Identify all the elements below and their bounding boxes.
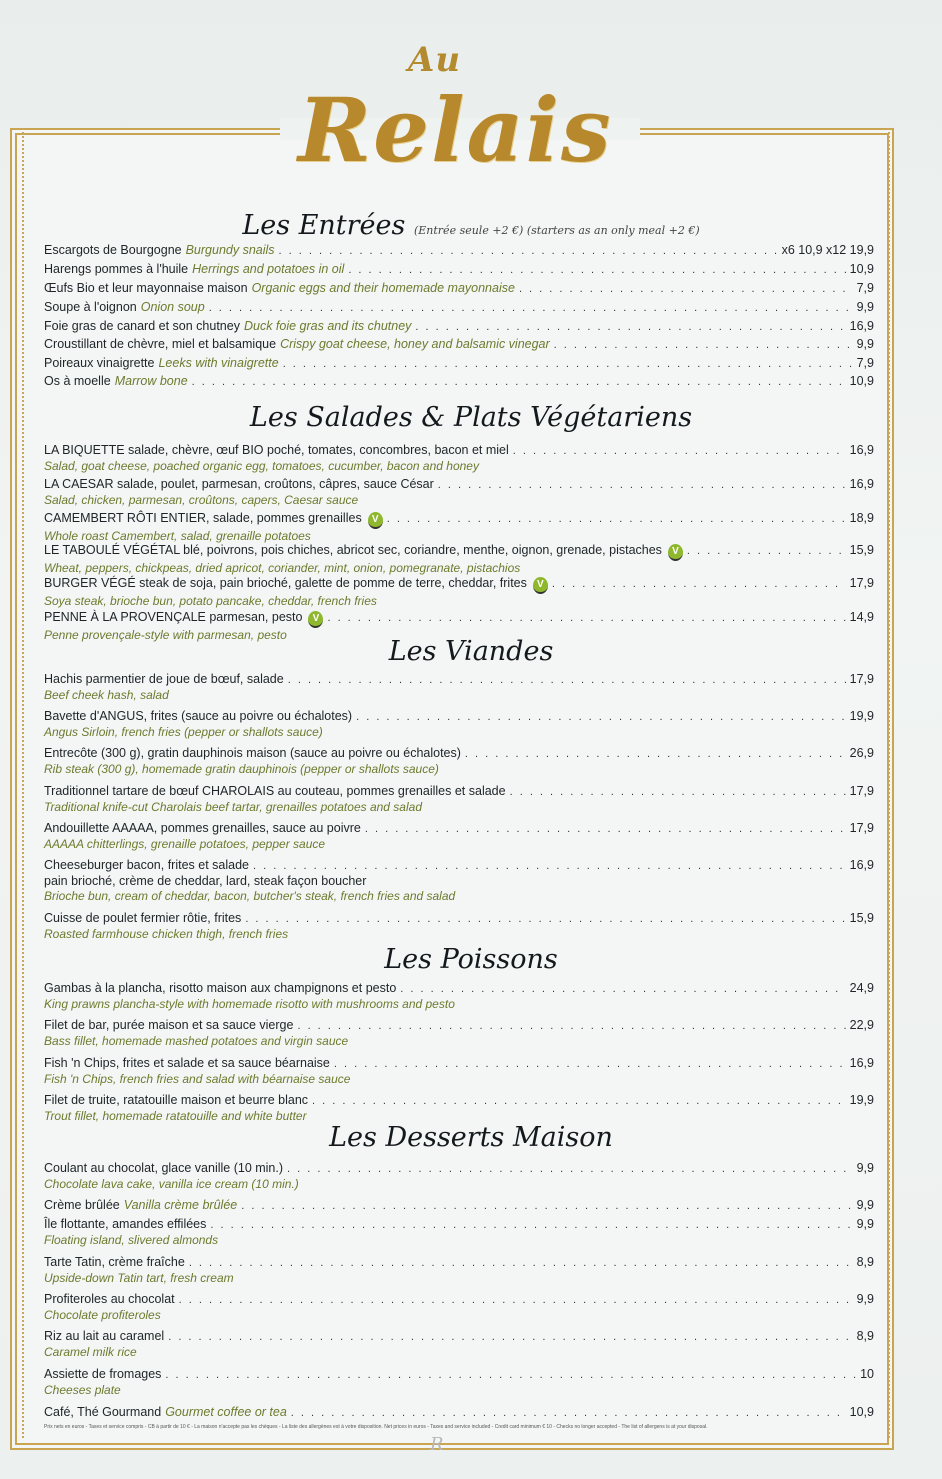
leader-dots: [387, 512, 846, 527]
menu-item: [44, 981, 874, 1011]
section-title-poissons: [0, 944, 942, 975]
menu-item-line: [44, 262, 874, 278]
menu-item-name: Café, Thé Gourmand: [44, 1405, 162, 1419]
menu-item-name: Os à moelle: [44, 374, 111, 388]
menu-item-price: 16,9: [849, 443, 874, 457]
menu-item-english: Penne provençale-style with parmesan, pesto: [44, 628, 287, 642]
menu-item-line: [44, 784, 874, 800]
menu-item-name: Escargots de Bourgogne: [44, 243, 182, 257]
menu-item: [44, 1161, 874, 1191]
leader-dots: [554, 338, 853, 353]
menu-item-price: 9,9: [856, 337, 874, 351]
menu-item-name: LE TABOULÉ VÉGÉTAL blé, poivrons, pois chiches, abricot sec, coriandre, menthe, oignon, grenade, pistaches: [44, 543, 662, 557]
menu-item-english: Whole roast Camembert, salad, grenaille potatoes: [44, 529, 311, 543]
leader-dots: [279, 244, 778, 259]
menu-item-line: [44, 1198, 874, 1214]
menu-item-name: PENNE À LA PROVENÇALE parmesan, pesto: [44, 610, 303, 624]
menu-item-name: Riz au lait au caramel: [44, 1329, 165, 1343]
menu-item: [44, 911, 874, 941]
menu-item-price: 24,9: [849, 981, 874, 995]
menu-item-price: 10,9: [849, 374, 874, 388]
menu-item-name: Tarte Tatin, crème fraîche: [44, 1255, 185, 1269]
menu-item-english: Cheeses plate: [44, 1383, 121, 1397]
menu-item-name: LA CAESAR salade, poulet, parmesan, croûtons, câpres, sauce César: [44, 477, 434, 491]
menu-item-english: AAAAA chitterlings, grenaille potatoes, pepper sauce: [44, 837, 326, 851]
menu-item-name: Hachis parmentier de joue de bœuf, salade: [44, 672, 284, 686]
menu-item-line: [44, 709, 874, 725]
vegetarian-icon: V: [308, 611, 323, 628]
menu-item-line: [44, 1405, 874, 1421]
menu-item-english: Bass fillet, homemade mashed potatoes and virgin sauce: [44, 1034, 349, 1048]
menu-item: [44, 243, 874, 259]
menu-item-line: [44, 911, 874, 927]
leader-dots: [687, 544, 846, 559]
menu-item-english: Marrow bone: [114, 374, 188, 388]
menu-item-price: 10,9: [849, 262, 874, 276]
menu-item: [44, 1198, 874, 1214]
menu-item-english: Soya steak, brioche bun, potato pancake, cheddar, french fries: [44, 594, 377, 608]
menu-item-line: [44, 1056, 874, 1072]
menu-item: [44, 576, 874, 608]
menu-item-name: CAMEMBERT RÔTI ENTIER, salade, pommes grenailles: [44, 511, 362, 525]
section-title-entrees: [0, 210, 942, 241]
leader-dots: [241, 1199, 852, 1214]
menu-item: [44, 784, 874, 814]
menu-item-name: Cheeseburger bacon, frites et salade: [44, 858, 249, 872]
section-title-desserts: [0, 1122, 942, 1153]
menu-item-price: x6 10,9 x12 19,9: [781, 243, 874, 257]
leader-dots: [312, 1094, 846, 1109]
section-heading: Les Viandes: [388, 636, 554, 667]
menu-item: [44, 746, 874, 776]
leader-dots: [245, 912, 845, 927]
menu-item-price: 19,9: [849, 709, 874, 723]
menu-item-name: Foie gras de canard et son chutney: [44, 319, 240, 333]
menu-item: [44, 858, 874, 903]
vegetarian-icon: V: [668, 544, 683, 561]
leader-dots: [209, 301, 853, 316]
menu-item-english: Brioche bun, cream of cheddar, bacon, butcher's steak, french fries and salad: [44, 889, 456, 903]
menu-item-name: Assiette de fromages: [44, 1367, 162, 1381]
menu-item-line: [44, 300, 874, 316]
menu-item-english: Trout fillet, homemade ratatouille and white butter: [44, 1109, 307, 1123]
menu-item-line: [44, 1367, 874, 1383]
menu-item-name: Crème brûlée: [44, 1198, 120, 1212]
menu-item-line: [44, 576, 874, 594]
menu-item-name: Coulant au chocolat, glace vanille (10 min.): [44, 1161, 284, 1175]
menu-item-name: Profiteroles au chocolat: [44, 1292, 175, 1306]
leader-dots: [415, 320, 845, 335]
menu-item-line: [44, 1018, 874, 1034]
leader-dots: [192, 375, 846, 390]
leader-dots: [297, 1019, 845, 1034]
title-au: Au: [408, 40, 462, 80]
menu-item-price: 16,9: [849, 477, 874, 491]
menu-item-line: [44, 1255, 874, 1271]
menu-item: [44, 443, 874, 473]
menu-item: [44, 1255, 874, 1285]
section-title-salades: [0, 402, 942, 433]
menu-item-name: Gambas à la plancha, risotto maison aux champignons et pesto: [44, 981, 397, 995]
menu-item-price: 18,9: [849, 511, 874, 525]
menu-item-line: [44, 511, 874, 529]
menu-item-english: Leeks with vinaigrette: [158, 356, 279, 370]
menu-item-price: 17,9: [849, 672, 874, 686]
leader-dots: [552, 577, 846, 592]
section-heading: Les Desserts Maison: [329, 1122, 613, 1153]
menu-item-line: [44, 610, 874, 628]
vegetarian-icon: V: [533, 577, 548, 594]
menu-item-english: Rib steak (300 g), homemade gratin dauphinois (pepper or shallots sauce): [44, 762, 439, 776]
menu-item-line: [44, 243, 874, 259]
leader-dots: [189, 1256, 853, 1271]
menu-item: [44, 511, 874, 543]
menu-item-english: Gourmet coffee or tea: [165, 1405, 287, 1419]
menu-item-price: 8,9: [856, 1329, 874, 1343]
menu-item: [44, 709, 874, 739]
menu-item-name: Œufs Bio et leur mayonnaise maison: [44, 281, 248, 295]
menu-item-line: [44, 356, 874, 372]
menu-item-price: 15,9: [849, 543, 874, 557]
menu-item-name: Harengs pommes à l'huile: [44, 262, 189, 276]
menu-item-line: [44, 1161, 874, 1177]
menu-item-price: 17,9: [849, 784, 874, 798]
menu-item-price: 16,9: [849, 319, 874, 333]
menu-item-price: 17,9: [849, 576, 874, 590]
menu-item-line: [44, 1292, 874, 1308]
menu-item-name: Bavette d'ANGUS, frites (sauce au poivre ou échalotes): [44, 709, 353, 723]
menu-item-name: Croustillant de chèvre, miel et balsamique: [44, 337, 277, 351]
menu-item-line: [44, 374, 874, 390]
menu-item: [44, 1329, 874, 1359]
menu-item-line: [44, 337, 874, 353]
leader-dots: [291, 1406, 846, 1421]
leader-dots: [365, 822, 846, 837]
menu-item: [44, 543, 874, 575]
section-heading: Les Poissons: [384, 944, 558, 975]
leader-dots: [465, 747, 846, 762]
menu-item: [44, 1367, 874, 1397]
menu-item-english: Crispy goat cheese, honey and balsamic vinegar: [280, 337, 550, 351]
menu-item-english: Herrings and potatoes in oil: [192, 262, 345, 276]
menu-item-name: Poireaux vinaigrette: [44, 356, 155, 370]
menu-item: [44, 1018, 874, 1048]
menu-item-price: 17,9: [849, 821, 874, 835]
menu-item-price: 9,9: [856, 1217, 874, 1231]
leader-dots: [210, 1218, 852, 1233]
menu-item: [44, 262, 874, 278]
menu-item-price: 26,9: [849, 746, 874, 760]
menu-item: [44, 672, 874, 702]
menu-item: [44, 300, 874, 316]
leader-dots: [519, 282, 853, 297]
menu-item-name: Soupe à l'oignon: [44, 300, 137, 314]
leader-dots: [510, 785, 846, 800]
menu-item-english: Salad, chicken, parmesan, croûtons, capers, Caesar sauce: [44, 493, 359, 507]
menu-item-english: Organic eggs and their homemade mayonnaise: [251, 281, 515, 295]
leader-dots: [334, 1057, 846, 1072]
menu-item-english: Angus Sirloin, french fries (pepper or shallots sauce): [44, 725, 323, 739]
footer-logo-mark: R: [430, 1434, 444, 1455]
menu-item-line: [44, 281, 874, 297]
menu-item-line: [44, 1093, 874, 1109]
menu-item-english: King prawns plancha-style with homemade risotto with mushrooms and pesto: [44, 997, 455, 1011]
leader-dots: [288, 673, 846, 688]
menu-item-price: 7,9: [856, 281, 874, 295]
section-note: (Entrée seule +2 €) (starters as an only meal +2 €): [413, 224, 700, 237]
menu-item: [44, 1292, 874, 1322]
menu-item-english: Upside-down Tatin tart, fresh cream: [44, 1271, 234, 1285]
menu-item-english: Fish 'n Chips, french fries and salad with béarnaise sauce: [44, 1072, 351, 1086]
menu-item-line: [44, 672, 874, 688]
menu-item-english: Wheat, peppers, chickpeas, dried apricot, coriander, mint, onion, pomegranate, pistachios: [44, 561, 521, 575]
leader-dots: [513, 444, 846, 459]
menu-item-description: pain brioché, crème de cheddar, lard, steak façon boucher: [44, 874, 367, 888]
menu-item-name: Cuisse de poulet fermier rôtie, frites: [44, 911, 242, 925]
section-heading: Les Entrées: [242, 210, 406, 241]
menu-item-price: 16,9: [849, 1056, 874, 1070]
menu-item-line: [44, 746, 874, 762]
menu-item: [44, 1056, 874, 1086]
menu-item-price: 7,9: [856, 356, 874, 370]
menu-item-name: Entrecôte (300 g), gratin dauphinois maison (sauce au poivre ou échalotes): [44, 746, 461, 760]
menu-item-price: 9,9: [856, 1161, 874, 1175]
leader-dots: [327, 611, 845, 626]
menu-item-price: 8,9: [856, 1255, 874, 1269]
menu-item-price: 14,9: [849, 610, 874, 624]
section-heading: Les Salades & Plats Végétariens: [249, 402, 693, 433]
menu-item: [44, 337, 874, 353]
menu-item-name: Andouillette AAAAA, pommes grenailles, sauce au poivre: [44, 821, 361, 835]
menu-item: [44, 821, 874, 851]
menu-item-price: 10: [860, 1367, 874, 1381]
menu-item-english: Vanilla crème brûlée: [123, 1198, 238, 1212]
menu-item-line: [44, 1217, 874, 1233]
menu-item: [44, 1405, 874, 1421]
menu-item-price: 10,9: [849, 1405, 874, 1419]
menu-item-name: LA BIQUETTE salade, chèvre, œuf BIO poché, tomates, concombres, bacon et miel: [44, 443, 509, 457]
menu-item-english: Caramel milk rice: [44, 1345, 137, 1359]
menu-item-line: [44, 543, 874, 561]
menu-item-english: Beef cheek hash, salad: [44, 688, 169, 702]
menu-item-price: 19,9: [849, 1093, 874, 1107]
menu-item-line: [44, 858, 874, 874]
menu-item-english: Floating island, slivered almonds: [44, 1233, 219, 1247]
leader-dots: [165, 1368, 856, 1383]
menu-item-name: Île flottante, amandes effilées: [44, 1217, 207, 1231]
footer-fine-print: Prix nets en euros - Taxes et service compris - CB à partir de 10 € - La maison n'accepte pas les chèques - La liste des allergènes est à votre disposition. Net prices in euros - Taxes and service included - Credit card minimum € 10 - Checks no longer accepted - The list of allergens is at your disposal.: [44, 1424, 708, 1430]
menu-item-price: 9,9: [856, 300, 874, 314]
title-relais: Relais: [298, 78, 613, 182]
menu-item-price: 15,9: [849, 911, 874, 925]
menu-item-english: Salad, goat cheese, poached organic egg, tomatoes, cucumber, bacon and honey: [44, 459, 479, 473]
menu-item-price: 22,9: [849, 1018, 874, 1032]
menu-item-line: [44, 1329, 874, 1345]
menu-item-name: BURGER VÉGÉ steak de soja, pain brioché, galette de pomme de terre, cheddar, frites: [44, 576, 527, 590]
menu-item-english: Roasted farmhouse chicken thigh, french fries: [44, 927, 289, 941]
menu-item-name: Filet de truite, ratatouille maison et beurre blanc: [44, 1093, 309, 1107]
menu-item: [44, 374, 874, 390]
menu-item-line: [44, 319, 874, 335]
menu-item: [44, 1217, 874, 1247]
menu-item-english: Chocolate profiteroles: [44, 1308, 161, 1322]
menu-item-price: 9,9: [856, 1292, 874, 1306]
menu-item-price: 9,9: [856, 1198, 874, 1212]
leader-dots: [348, 263, 845, 278]
menu-item: [44, 319, 874, 335]
vegetarian-icon: V: [368, 512, 383, 529]
menu-item-english: Chocolate lava cake, vanilla ice cream (10 min.): [44, 1177, 299, 1191]
leader-dots: [179, 1293, 853, 1308]
leader-dots: [168, 1330, 852, 1345]
menu-item-name: Fish 'n Chips, frites et salade et sa sauce béarnaise: [44, 1056, 330, 1070]
leader-dots: [356, 710, 846, 725]
menu-item-english: Duck foie gras and its chutney: [243, 319, 412, 333]
menu-item: [44, 477, 874, 507]
menu-item-line: [44, 477, 874, 493]
menu-item-english: Burgundy snails: [185, 243, 275, 257]
leader-dots: [283, 357, 853, 372]
menu-item-name: Traditionnel tartare de bœuf CHAROLAIS au couteau, pommes grenailles et salade: [44, 784, 506, 798]
menu-item-english: Onion soup: [140, 300, 205, 314]
menu-item-line: [44, 443, 874, 459]
menu-item: [44, 356, 874, 372]
menu-item-line: [44, 821, 874, 837]
menu-item: [44, 1093, 874, 1123]
leader-dots: [287, 1162, 853, 1177]
menu-item-english: Traditional knife-cut Charolais beef tartar, grenailles potatoes and salad: [44, 800, 422, 814]
menu-item-line: [44, 981, 874, 997]
leader-dots: [400, 982, 845, 997]
menu-item-name: Filet de bar, purée maison et sa sauce vierge: [44, 1018, 294, 1032]
menu-item-price: 16,9: [849, 858, 874, 872]
leader-dots: [438, 478, 846, 493]
section-title-viandes: [0, 636, 942, 667]
menu-item: [44, 281, 874, 297]
leader-dots: [253, 859, 846, 874]
